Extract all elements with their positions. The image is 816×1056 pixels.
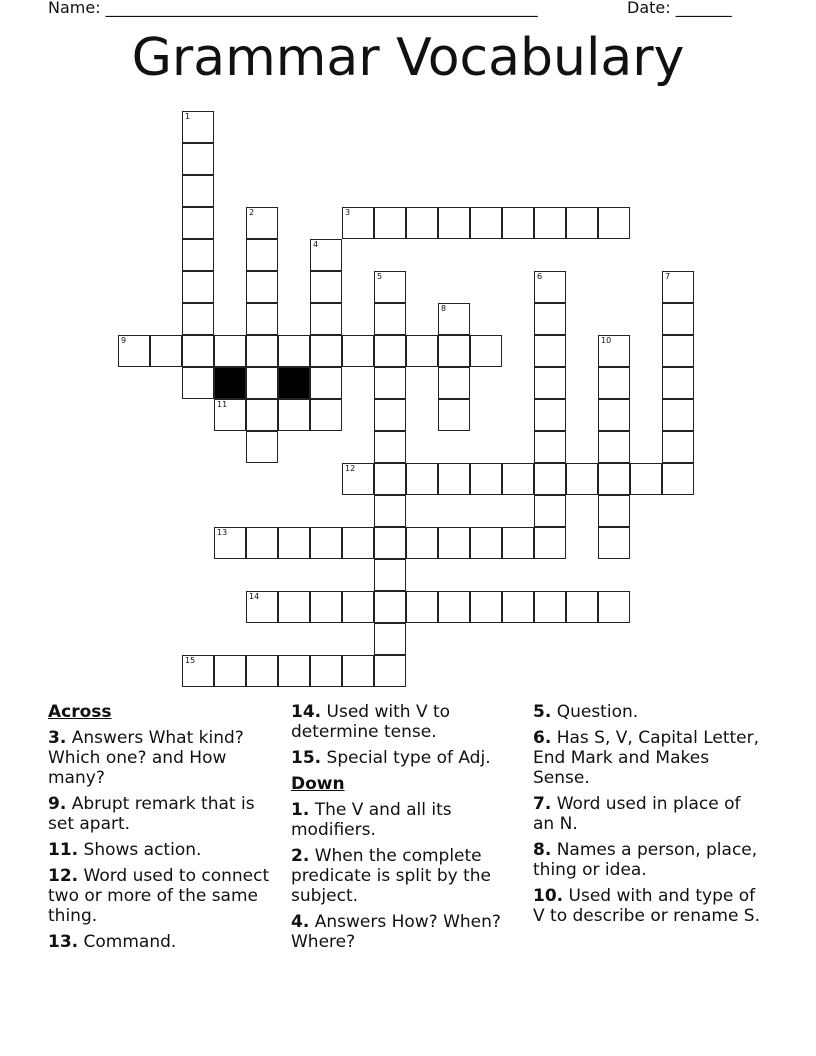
- grid-cell[interactable]: [470, 207, 502, 239]
- down-clue-8: [533, 840, 763, 880]
- clue-text: Used with and type of V to describe or rename S.: [533, 886, 761, 926]
- grid-cell[interactable]: [662, 335, 694, 367]
- clue-number: 9.: [48, 794, 67, 814]
- grid-cell[interactable]: [470, 527, 502, 559]
- page-title: Grammar Vocabulary: [131, 28, 685, 88]
- grid-cell[interactable]: [534, 527, 566, 559]
- grid-cell[interactable]: [278, 591, 310, 623]
- down-clue-6: [533, 728, 763, 788]
- grid-cell[interactable]: [278, 399, 310, 431]
- down-heading: Down: [291, 774, 345, 794]
- clue-number: 11.: [48, 840, 79, 860]
- grid-cell[interactable]: [182, 303, 214, 335]
- clue-number-label: 6: [537, 272, 543, 281]
- clue-column-2: [291, 700, 521, 958]
- clue-text: Has S, V, Capital Letter, End Mark and Makes Sense.: [533, 728, 760, 788]
- grid-cell[interactable]: [278, 527, 310, 559]
- grid-cell[interactable]: [534, 303, 566, 335]
- clue-number: 1.: [291, 800, 310, 820]
- clue-number: 8.: [533, 840, 552, 860]
- grid-cell[interactable]: [310, 655, 342, 687]
- grid-cell[interactable]: [342, 655, 374, 687]
- clue-number: 3.: [48, 728, 67, 748]
- clue-text: Question.: [556, 702, 639, 722]
- grid-cell[interactable]: [182, 271, 214, 303]
- grid-cell[interactable]: [534, 271, 566, 303]
- clue-number: 15.: [291, 748, 322, 768]
- grid-cell[interactable]: [182, 175, 214, 207]
- grid-cell[interactable]: [374, 335, 406, 367]
- grid-cell[interactable]: [470, 591, 502, 623]
- grid-cell[interactable]: [438, 527, 470, 559]
- grid-cell[interactable]: [374, 495, 406, 527]
- grid-cell[interactable]: [246, 303, 278, 335]
- grid-cell[interactable]: [406, 463, 438, 495]
- grid-cell[interactable]: [278, 335, 310, 367]
- grid-cell[interactable]: [534, 399, 566, 431]
- grid-cell[interactable]: [374, 559, 406, 591]
- clue-number-label: 11: [217, 400, 228, 409]
- clue-number-label: 9: [121, 336, 127, 345]
- grid-cell[interactable]: [246, 207, 278, 239]
- grid-cell[interactable]: [534, 463, 566, 495]
- clue-number: 4.: [291, 912, 310, 932]
- grid-cell[interactable]: [310, 591, 342, 623]
- grid-cell[interactable]: [246, 271, 278, 303]
- grid-cell[interactable]: [534, 367, 566, 399]
- grid-cell[interactable]: [182, 655, 214, 687]
- block-cell: [214, 367, 246, 399]
- down-clue-5: [533, 702, 763, 722]
- grid-cell[interactable]: [278, 655, 310, 687]
- grid-cell[interactable]: [598, 431, 630, 463]
- down-clue-4: [291, 912, 521, 952]
- down-clue-10: [533, 886, 763, 926]
- grid-cell[interactable]: [374, 527, 406, 559]
- across-heading: Across: [48, 702, 112, 722]
- clue-number: 2.: [291, 846, 310, 866]
- grid-cell[interactable]: [566, 207, 598, 239]
- grid-cell[interactable]: [246, 591, 278, 623]
- grid-cell[interactable]: [438, 367, 470, 399]
- grid-cell[interactable]: [438, 463, 470, 495]
- grid-cell[interactable]: [406, 335, 438, 367]
- clue-number-label: 3: [345, 208, 351, 217]
- grid-cell[interactable]: [246, 367, 278, 399]
- grid-cell[interactable]: [246, 431, 278, 463]
- clue-number-label: 8: [441, 304, 447, 313]
- across-clue-15: [291, 748, 521, 768]
- grid-cell[interactable]: [566, 591, 598, 623]
- grid-cell[interactable]: [662, 303, 694, 335]
- grid-cell[interactable]: [374, 207, 406, 239]
- grid-cell[interactable]: [534, 207, 566, 239]
- grid-cell[interactable]: [374, 591, 406, 623]
- grid-cell[interactable]: [470, 335, 502, 367]
- clue-text: Word used in place of an N.: [533, 794, 741, 834]
- grid-cell[interactable]: [502, 463, 534, 495]
- clue-number: 7.: [533, 794, 552, 814]
- grid-cell[interactable]: [598, 367, 630, 399]
- grid-cell[interactable]: [310, 271, 342, 303]
- clue-number: 5.: [533, 702, 552, 722]
- grid-cell[interactable]: [342, 527, 374, 559]
- grid-cell[interactable]: [182, 335, 214, 367]
- grid-cell[interactable]: [438, 591, 470, 623]
- grid-cell[interactable]: [374, 399, 406, 431]
- clue-text: Answers What kind? Which one? and How many?: [48, 728, 244, 788]
- clue-text: Special type of Adj.: [326, 748, 491, 768]
- clue-text: Names a person, place, thing or idea.: [533, 840, 758, 880]
- grid-cell[interactable]: [662, 431, 694, 463]
- grid-cell[interactable]: [662, 399, 694, 431]
- clue-text: Word used to connect two or more of the same thing.: [48, 866, 270, 926]
- clue-number-label: 5: [377, 272, 383, 281]
- clue-number: 10.: [533, 886, 564, 906]
- clue-text: Answers How? When? Where?: [291, 912, 501, 952]
- grid-cell[interactable]: [246, 335, 278, 367]
- across-clue-3: [48, 728, 278, 788]
- across-clue-12: [48, 866, 278, 926]
- clue-number: 6.: [533, 728, 552, 748]
- grid-cell[interactable]: [662, 463, 694, 495]
- block-cell: [278, 367, 310, 399]
- grid-cell[interactable]: [310, 527, 342, 559]
- grid-cell[interactable]: [534, 591, 566, 623]
- grid-cell[interactable]: [310, 399, 342, 431]
- grid-cell[interactable]: [214, 655, 246, 687]
- grid-cell[interactable]: [182, 143, 214, 175]
- grid-cell[interactable]: [374, 367, 406, 399]
- grid-cell[interactable]: [598, 495, 630, 527]
- grid-cell[interactable]: [438, 335, 470, 367]
- clue-text: Shows action.: [83, 840, 202, 860]
- clue-number-label: 7: [665, 272, 671, 281]
- grid-cell[interactable]: [534, 431, 566, 463]
- across-clue-13: [48, 932, 278, 952]
- across-clue-11: [48, 840, 278, 860]
- grid-cell[interactable]: [246, 527, 278, 559]
- grid-cell[interactable]: [310, 303, 342, 335]
- grid-cell[interactable]: [342, 335, 374, 367]
- clue-number-label: 4: [313, 240, 319, 249]
- grid-cell[interactable]: [502, 527, 534, 559]
- down-clue-2: [291, 846, 521, 906]
- grid-cell[interactable]: [214, 335, 246, 367]
- date-line: Date: _______: [627, 0, 732, 17]
- grid-cell[interactable]: [182, 207, 214, 239]
- grid-cell[interactable]: [118, 335, 150, 367]
- clue-number-label: 2: [249, 208, 255, 217]
- down-clue-1: [291, 800, 521, 840]
- grid-cell[interactable]: [598, 527, 630, 559]
- grid-cell[interactable]: [598, 463, 630, 495]
- grid-cell[interactable]: [246, 399, 278, 431]
- grid-cell[interactable]: [598, 207, 630, 239]
- grid-cell[interactable]: [374, 303, 406, 335]
- grid-cell[interactable]: [566, 463, 598, 495]
- grid-cell[interactable]: [310, 367, 342, 399]
- grid-cell[interactable]: [438, 303, 470, 335]
- grid-cell[interactable]: [502, 591, 534, 623]
- grid-cell[interactable]: [534, 495, 566, 527]
- grid-cell[interactable]: [662, 271, 694, 303]
- grid-cell[interactable]: [214, 399, 246, 431]
- grid-cell[interactable]: [470, 463, 502, 495]
- grid-cell[interactable]: [150, 335, 182, 367]
- grid-cell[interactable]: [182, 239, 214, 271]
- across-clue-14: [291, 702, 521, 742]
- clue-number-label: 14: [249, 592, 260, 601]
- grid-cell[interactable]: [598, 591, 630, 623]
- grid-cell[interactable]: [534, 335, 566, 367]
- clue-text: The V and all its modifiers.: [291, 800, 452, 840]
- clue-text: Command.: [83, 932, 177, 952]
- clue-number: 12.: [48, 866, 79, 886]
- grid-cell[interactable]: [438, 207, 470, 239]
- grid-cell[interactable]: [246, 239, 278, 271]
- grid-cell[interactable]: [598, 399, 630, 431]
- grid-cell[interactable]: [598, 335, 630, 367]
- grid-cell[interactable]: [342, 207, 374, 239]
- grid-cell[interactable]: [214, 527, 246, 559]
- grid-cell[interactable]: [374, 655, 406, 687]
- grid-cell[interactable]: [374, 271, 406, 303]
- grid-cell[interactable]: [502, 207, 534, 239]
- across-clue-9: [48, 794, 278, 834]
- grid-cell[interactable]: [342, 591, 374, 623]
- clue-text: Abrupt remark that is set apart.: [48, 794, 255, 834]
- grid-cell[interactable]: [342, 463, 374, 495]
- clue-number: 13.: [48, 932, 79, 952]
- clue-number: 14.: [291, 702, 322, 722]
- grid-cell[interactable]: [406, 527, 438, 559]
- grid-cell[interactable]: [182, 367, 214, 399]
- clue-number-label: 12: [345, 464, 356, 473]
- clue-number-label: 10: [601, 336, 612, 345]
- grid-cell[interactable]: [182, 111, 214, 143]
- grid-cell[interactable]: [246, 655, 278, 687]
- clue-number-label: 13: [217, 528, 228, 537]
- grid-cell[interactable]: [662, 367, 694, 399]
- grid-cell[interactable]: [406, 591, 438, 623]
- grid-cell[interactable]: [310, 335, 342, 367]
- clue-text: When the complete predicate is split by the subject.: [291, 846, 491, 906]
- grid-cell[interactable]: [374, 463, 406, 495]
- grid-cell[interactable]: [374, 431, 406, 463]
- name-line: Name: ______________________________________________________: [48, 0, 538, 17]
- clue-number-label: 1: [185, 112, 191, 121]
- grid-cell[interactable]: [310, 239, 342, 271]
- clue-number-label: 15: [185, 656, 196, 665]
- grid-cell[interactable]: [374, 623, 406, 655]
- grid-cell[interactable]: [438, 399, 470, 431]
- clue-text: Used with V to determine tense.: [291, 702, 451, 742]
- grid-cell[interactable]: [406, 207, 438, 239]
- clue-column-3: [533, 700, 763, 932]
- clue-column-1: [48, 700, 278, 958]
- down-clue-7: [533, 794, 763, 834]
- grid-cell[interactable]: [630, 463, 662, 495]
